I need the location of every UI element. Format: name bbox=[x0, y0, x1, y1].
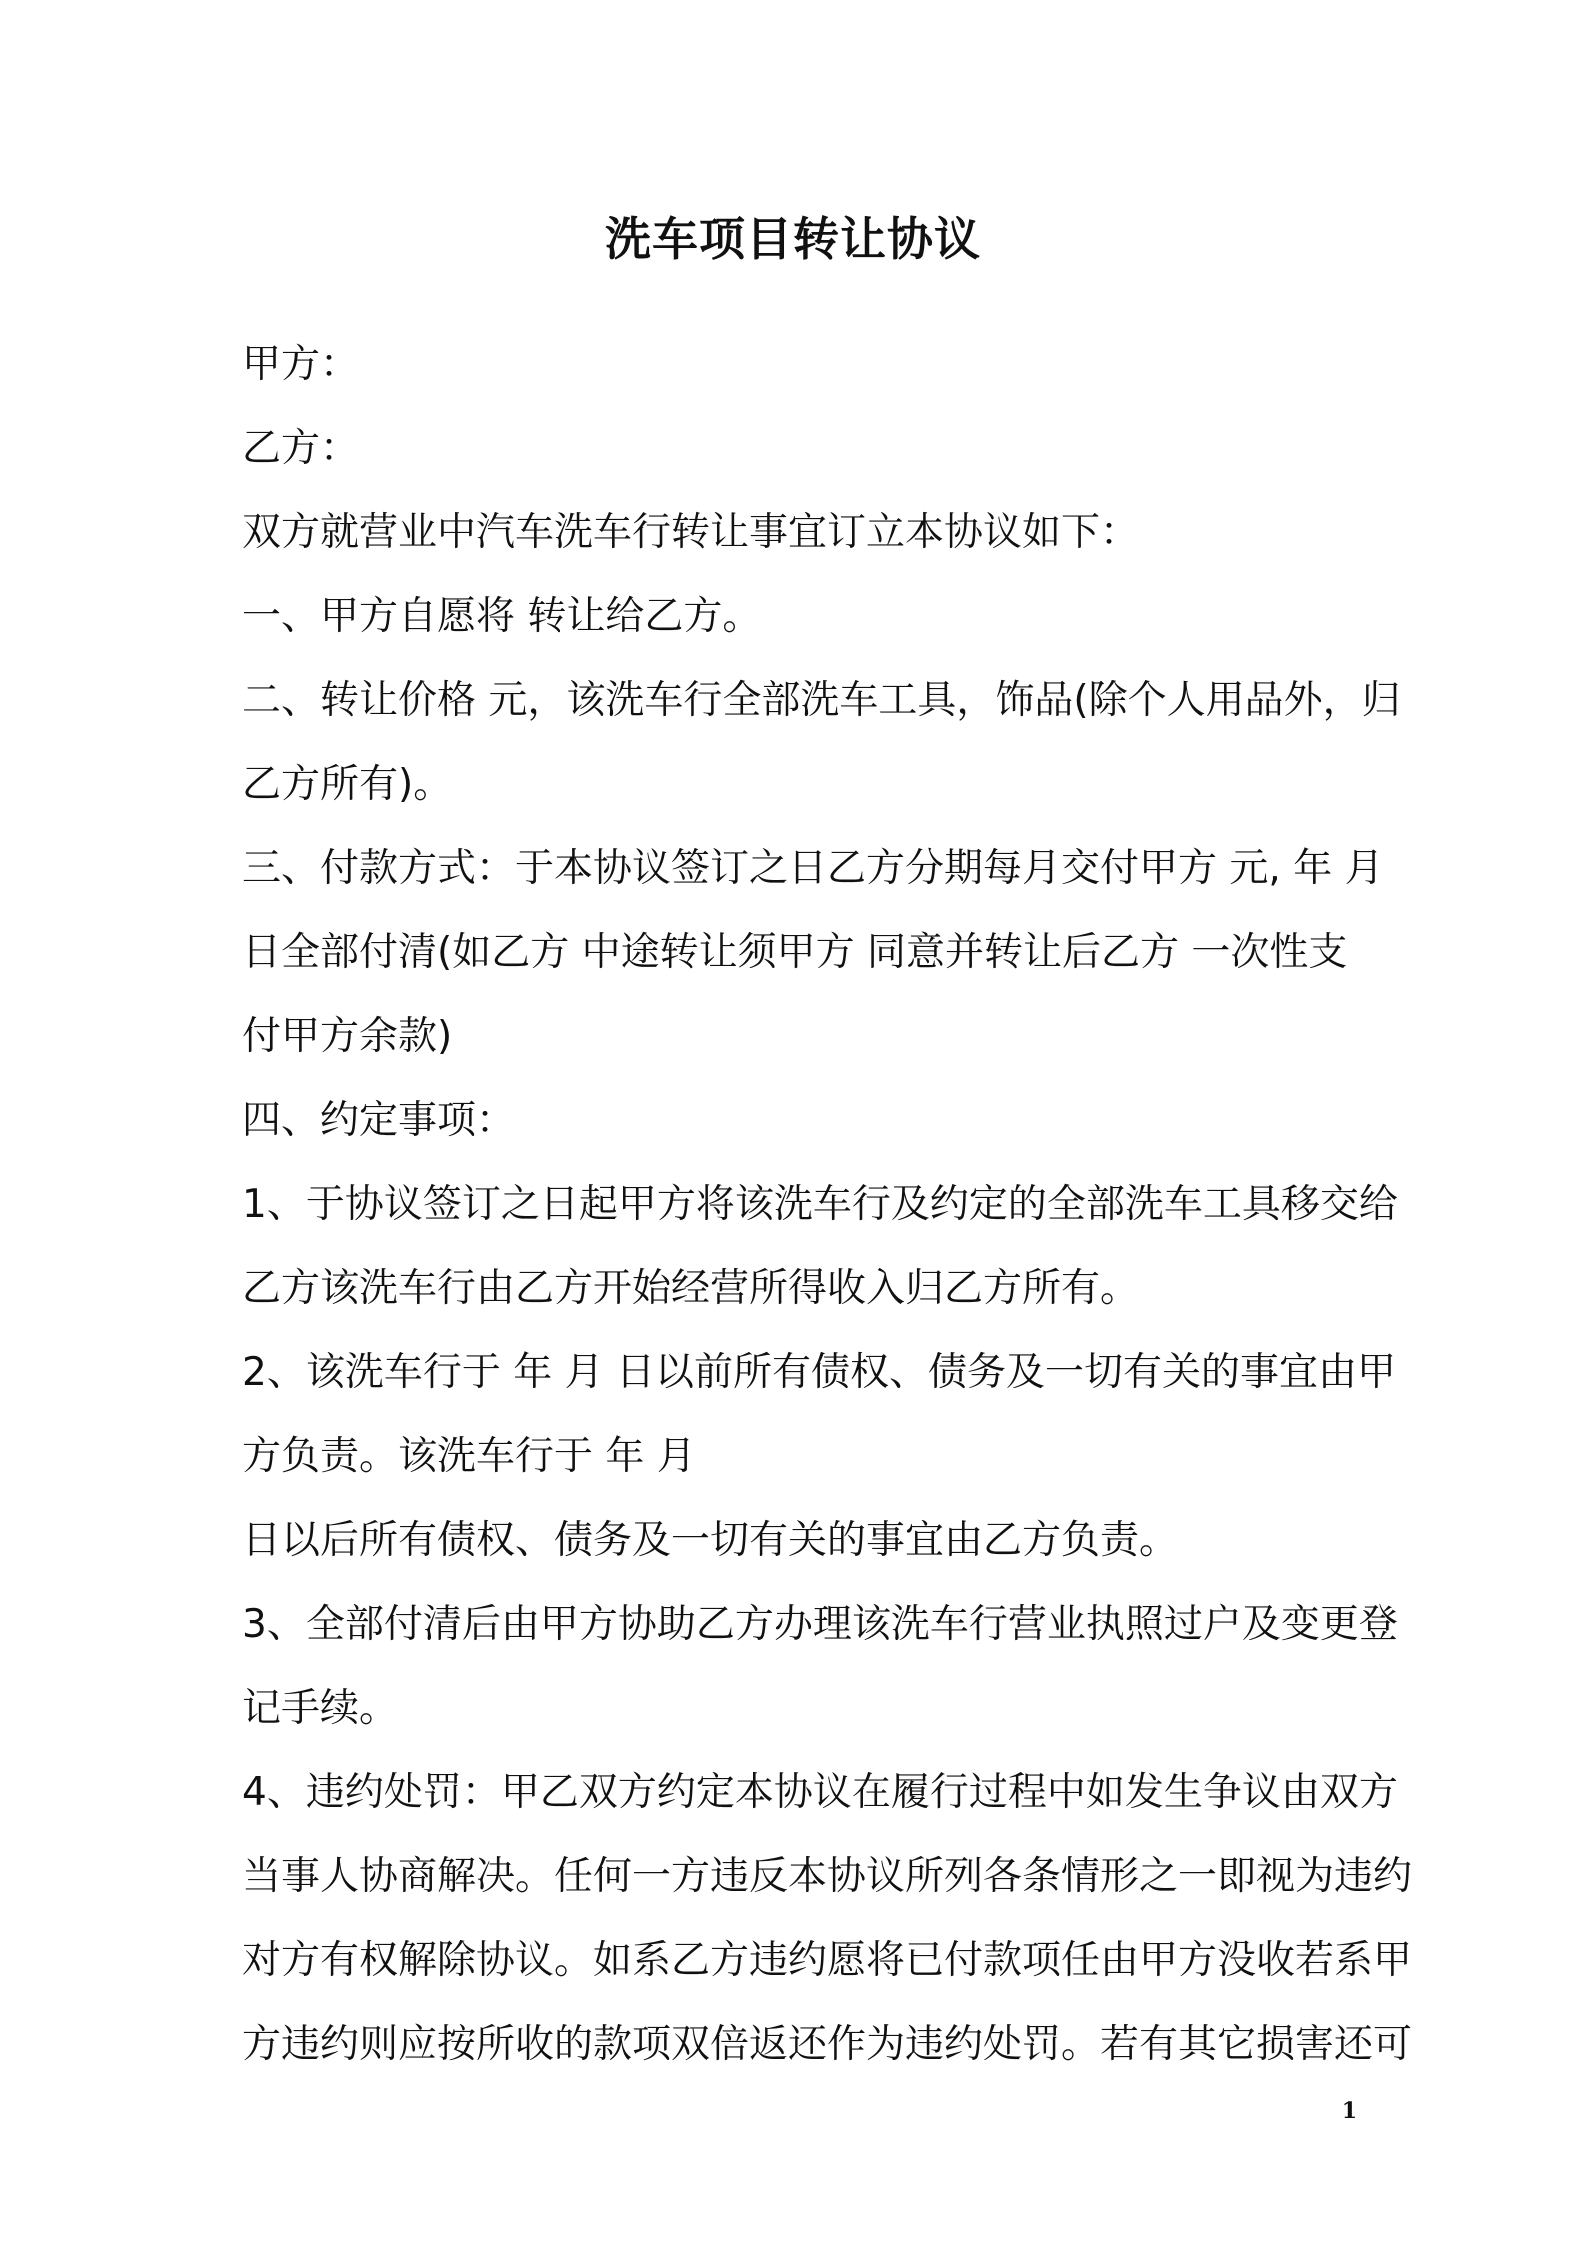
paragraph-line: 乙方所有)。 bbox=[242, 762, 453, 807]
paragraph-line: 三、付款方式：于本协议签订之日乙方分期每月交付甲方 元, 年 月 bbox=[242, 846, 1384, 891]
paragraph-line: 1、于协议签订之日起甲方将该洗车行及约定的全部洗车工具移交给 bbox=[242, 1182, 1398, 1227]
page-number: 1 bbox=[1341, 2098, 1357, 2124]
document-body bbox=[242, 323, 1413, 2087]
paragraph-line: 当事人协商解决。任何一方违反本协议所列各条情形之一即视为违约 bbox=[242, 1854, 1413, 1899]
paragraph-line: 乙方： bbox=[242, 426, 360, 471]
document-title: 洗车项目转让协议 bbox=[605, 212, 981, 266]
paragraph-line: 二、转让价格 元，该洗车行全部洗车工具，饰品(除个人用品外，归 bbox=[242, 678, 1401, 723]
paragraph-line: 甲方： bbox=[242, 342, 360, 387]
paragraph-line: 4、违约处罚：甲乙双方约定本协议在履行过程中如发生争议由双方 bbox=[242, 1770, 1398, 1815]
paragraph-line: 日全部付清(如乙方 中途转让须甲方 同意并转让后乙方 一次性支 bbox=[242, 930, 1348, 975]
paragraph-line: 方违约则应按所收的款项双倍返还作为违约处罚。若有其它损害还可 bbox=[242, 2022, 1413, 2067]
paragraph-line: 2、该洗车行于 年 月 日以前所有债权、债务及一切有关的事宜由甲 bbox=[242, 1350, 1397, 1395]
paragraph-line: 3、全部付清后由甲方协助乙方办理该洗车行营业执照过户及变更登 bbox=[242, 1602, 1398, 1647]
paragraph-line: 记手续。 bbox=[242, 1686, 399, 1731]
paragraph-line: 乙方该洗车行由乙方开始经营所得收入归乙方所有。 bbox=[242, 1266, 1140, 1311]
paragraph-line: 一、甲方自愿将 转让给乙方。 bbox=[242, 594, 762, 639]
paragraph-line: 付甲方余款) bbox=[242, 1014, 453, 1059]
paragraph-line: 日以后所有债权、债务及一切有关的事宜由乙方负责。 bbox=[242, 1518, 1179, 1563]
paragraph-line: 四、约定事项： bbox=[242, 1098, 516, 1143]
paragraph-line: 双方就营业中汽车洗车行转让事宜订立本协议如下： bbox=[242, 510, 1140, 555]
paragraph-line: 对方有权解除协议。如系乙方违约愿将已付款项任由甲方没收若系甲 bbox=[242, 1938, 1413, 1983]
paragraph-line: 方负责。该洗车行于 年 月 bbox=[242, 1434, 696, 1479]
